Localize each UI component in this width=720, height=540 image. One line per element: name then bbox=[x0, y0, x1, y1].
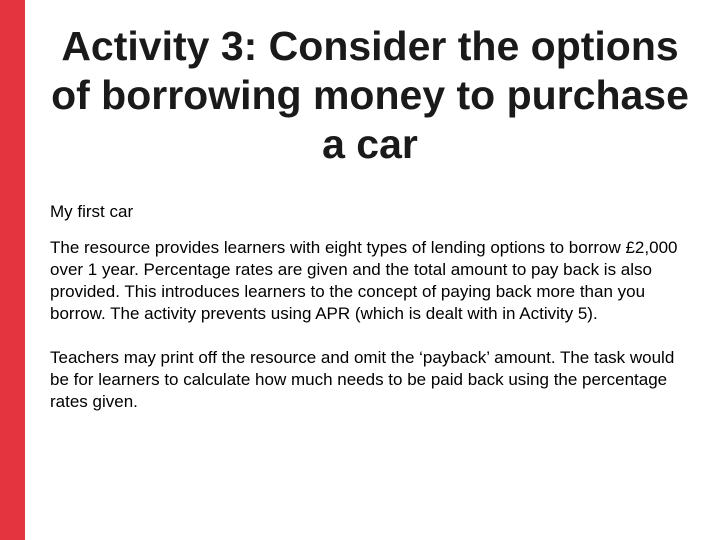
accent-bar bbox=[0, 0, 25, 540]
slide-subtitle: My first car bbox=[50, 202, 134, 221]
body-paragraph-2: Teachers may print off the resource and omit the ‘payback’ amount. The task would be for learners to calculate how much needs to be paid back using the percentage rates given. bbox=[50, 348, 675, 411]
body-paragraph-1: The resource provides learners with eight types of lending options to borrow £2,000 over 1 year. Percentage rates are given and the total amount to pay back is also provided. This introduces learners to the concept of paying back more than you borrow. The activity prevents using APR (which is dealt with in Activity 5). bbox=[50, 238, 678, 323]
slide-body bbox=[50, 201, 690, 435]
slide-title: Activity 3: Consider the options of borrowing money to purchase a car bbox=[51, 23, 689, 167]
